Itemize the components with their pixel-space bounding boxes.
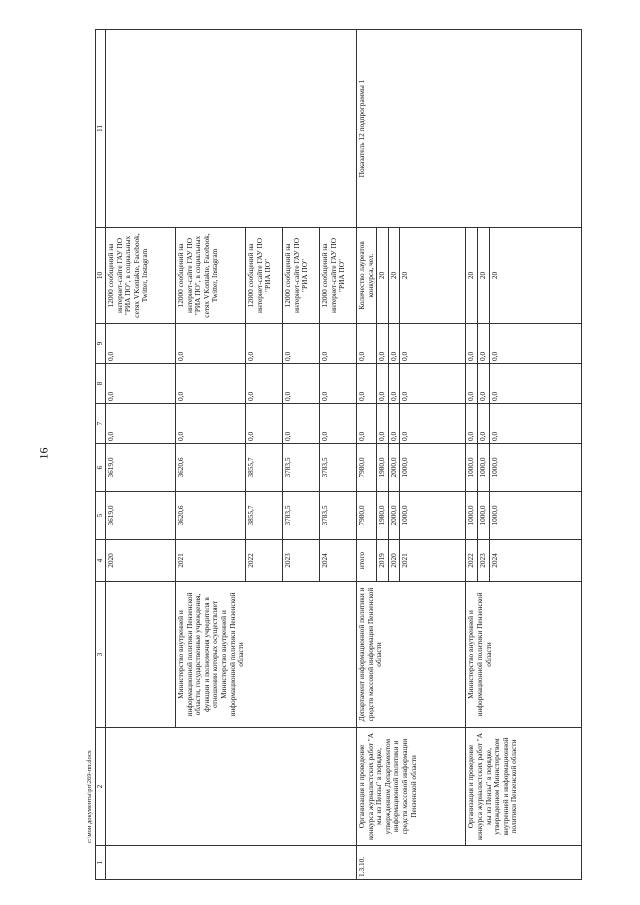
table-row: 1.3.10. Организация и проведение конкурса журналистских работ "А мы из Пензы" в порядке, утвержденном Департаментом информационной политики и средств массовой информации Пензенской области Департамент информационной политики и средств массовой информации Пензенской области итого 7980,0 7980,0 0,0 0,0 0,0 Количество лауреатов конкурса, чел. Показатель 12 подпрограммы 1 [357,30,377,880]
col-num-3: 3 [96,582,106,728]
executor-cell: Министерство внутренней и информационной политики Пензенской области, государственные учреждения, функции и полномочия учредителя в отношении которых осуществляет Министерство внутренней и информационной политики Пензенской области [176,582,357,728]
table-row: 2024 3783,5 3783,5 0,0 0,0 0,0 12000 сообщений на интернет-сайте ГАУ ПО "РИА ПО" [320,30,357,880]
col-num-11: 11 [96,30,106,228]
col-num-5: 5 [96,492,106,540]
table-row: 2024 1000,0 1000,0 0,0 0,0 0,0 20 [489,30,581,880]
table-row: 2023 1000,0 1000,0 0,0 0,0 0,0 20 [478,30,490,880]
col-num-10: 10 [96,228,106,324]
col-num-4: 4 [96,540,106,582]
table-row: Организация и проведение конкурса журналистских работ "А мы из Пензы" в порядке, утвержденном Министерством внутренней и информационной политики Пензенской области Министерство внутренней и информационной политики Пензенской области 2022 1000,0 1000,0 0,0 0,0 0,0 20 [466,30,478,880]
table-row: 2023 3783,5 3783,5 0,0 0,0 0,0 12000 сообщений на интернет-сайте ГАУ ПО "РИА ПО" [283,30,320,880]
measure-name: Организация и проведение конкурса журналистских работ "А мы из Пензы" в порядке, утвержденном Министерством внутренней и информационной политики Пензенской области [466,728,581,846]
footer-file-path: c:\мои документы\рп\269-пп.docx [86,750,93,843]
executor-cell: Департамент информационной политики и средств массовой информации Пензенской области [357,582,466,728]
executor-cell: Министерство внутренней и информационной политики Пензенской области [466,582,581,728]
table-row: 2021 1000,0 1000,0 0,0 0,0 0,0 20 [400,30,466,880]
indicator-link: Показатель 12 подпрограммы 1 [357,30,582,228]
col-num-7: 7 [96,404,106,444]
table-row: 2019 1980,0 1980,0 0,0 0,0 0,0 20 [377,30,389,880]
table-row: Министерство внутренней и информационной политики Пензенской области, государственные учреждения, функции и полномочия учредителя в отношении которых осуществляет Министерство внутренней и информационной политики Пензенской области 2021 3620,6 3620,6 0,0 0,0 0,0 12000 сообщений на интернет-сайте ГАУ ПО "РИА ПО", в социальных сетях VKontakte, Facebook, Twitter, Instagram [176,30,246,880]
item-number: 1.3.10. [357,846,582,880]
col-num-2: 2 [96,728,106,846]
measure-name: Организация и проведение конкурса журналистских работ "А мы из Пензы" в порядке, утвержденном Департаментом информационной политики и средств массовой информации Пензенской области [357,728,466,846]
col-num-8: 8 [96,364,106,404]
column-number-row [96,30,106,880]
col-num-1: 1 [96,846,106,880]
col-num-6: 6 [96,444,106,492]
table-row: 2022 3855,7 3855,7 0,0 0,0 0,0 12000 сообщений на интернет-сайте ГАУ ПО "РИА ПО" [246,30,283,880]
table-row: 2020 3619,0 3619,0 0,0 0,0 0,0 12000 сообщений на интернет-сайте ГАУ ПО "РИА ПО", в социальных сетях VKontakte, Facebook, Twitter, Instagram [106,30,176,880]
program-table [95,29,582,880]
page-number: 16 [36,447,51,460]
rotated-table-wrapper [95,30,585,880]
col-num-9: 9 [96,324,106,364]
indicator-title: Количество лауреатов конкурса, чел. [357,228,377,324]
table-row: 2020 2000,0 2000,0 0,0 0,0 0,0 20 [388,30,400,880]
